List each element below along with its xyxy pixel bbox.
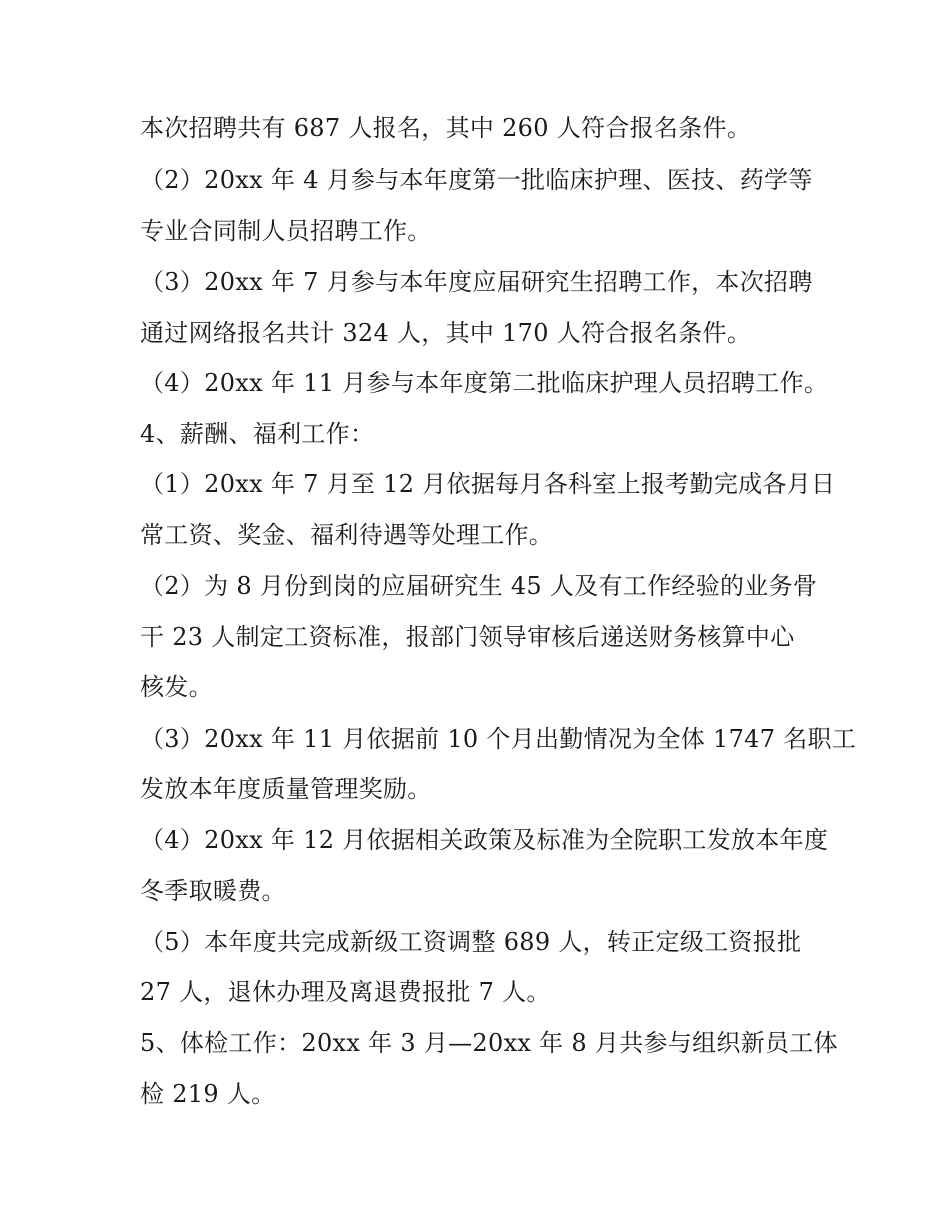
text-line: 干 23 人制定工资标准，报部门领导审核后递送财务核算中心: [140, 623, 795, 651]
section-heading: 5、体检工作：20xx 年 3 月—20xx 年 8 月共参与组织新员工体: [140, 1029, 838, 1057]
text-line: （5）本年度共完成新级工资调整 689 人，转正定级工资报批: [140, 928, 802, 956]
text-line: （3）20xx 年 7 月参与本年度应届研究生招聘工作，本次招聘: [140, 268, 813, 296]
text-line: （3）20xx 年 11 月依据前 10 个月出勤情况为全体 1747 名职工: [140, 725, 857, 753]
text-line: （1）20xx 年 7 月至 12 月依据每月各科室上报考勤完成各月日: [140, 470, 836, 498]
text-line: （2）20xx 年 4 月参与本年度第一批临床护理、医技、药学等: [140, 166, 813, 194]
text-line: 检 219 人。: [140, 1080, 276, 1108]
text-line: 常工资、奖金、福利待遇等处理工作。: [140, 521, 554, 549]
text-line: 发放本年度质量管理奖励。: [140, 775, 432, 803]
text-line: （4）20xx 年 12 月依据相关政策及标准为全院职工发放本年度: [140, 826, 829, 854]
text-line: （4）20xx 年 11 月参与本年度第二批临床护理人员招聘工作。: [140, 369, 829, 397]
text-line: 专业合同制人员招聘工作。: [140, 217, 432, 245]
text-line: 通过网络报名共计 324 人，其中 170 人符合报名条件。: [140, 319, 752, 347]
section-heading: 4、薪酬、福利工作：: [140, 420, 375, 448]
text-line: 核发。: [140, 673, 213, 701]
text-line: 本次招聘共有 687 人报名，其中 260 人符合报名条件。: [140, 114, 752, 142]
text-line: 冬季取暖费。: [140, 877, 286, 905]
text-line: 27 人，退休办理及离退费报批 7 人。: [140, 978, 551, 1006]
text-line: （2）为 8 月份到岗的应届研究生 45 人及有工作经验的业务骨: [140, 572, 818, 600]
